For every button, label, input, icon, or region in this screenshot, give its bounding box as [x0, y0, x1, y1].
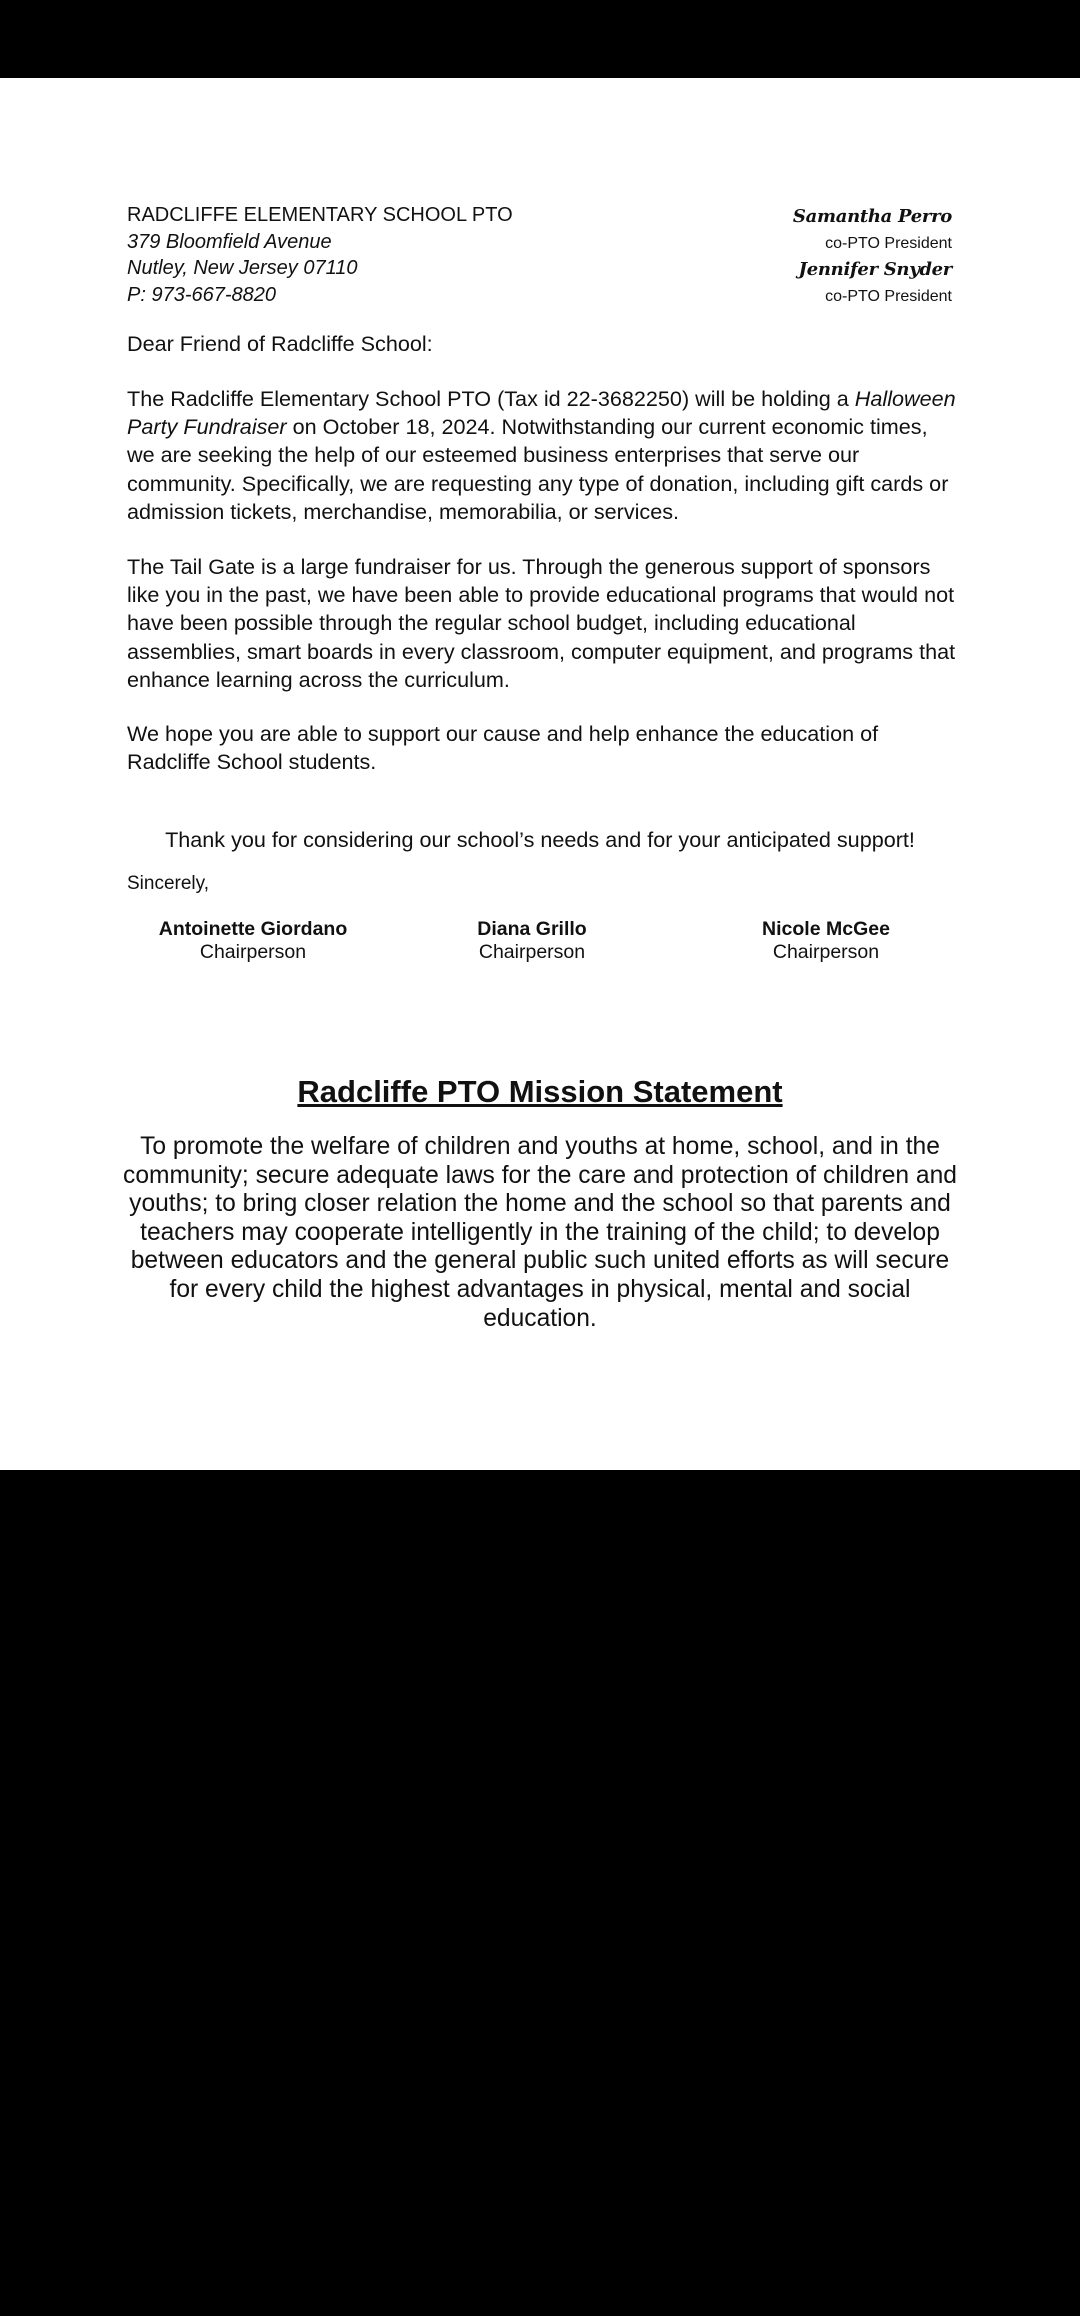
letter-greeting: Dear Friend of Radcliffe School:	[127, 331, 433, 356]
mission-title: Radcliffe PTO Mission Statement	[297, 1074, 783, 1109]
chairperson-name: Diana Grillo	[477, 918, 587, 940]
chairperson-block	[402, 918, 662, 963]
thank-you-line: Thank you for considering our school’s needs and for your anticipated support!	[165, 827, 915, 852]
chairperson-title: Chairperson	[772, 940, 880, 963]
letter-closing: Sincerely,	[127, 873, 210, 894]
paragraph-text: The Radcliffe Elementary School PTO (Tax id 22-3682250) will be holding a	[127, 386, 855, 411]
mission-statement: To promote the welfare of children and youths at home, school, and in the community; secure adequate laws for the care and protection of children and youths; to bring closer relation the home and the school so that parents and teachers may cooperate intelligently in the training of the child; to develop between educators and the general public such united efforts as will secure for every child the highest advantages in physical, mental and social education.	[123, 1133, 957, 1332]
address-line1: 379 Bloomfield Avenue	[127, 230, 332, 253]
president-title: co-PTO President	[825, 288, 952, 305]
letterhead-address	[127, 202, 513, 308]
president-name: Samantha Perro	[792, 206, 952, 227]
chairperson-title: Chairperson	[478, 940, 586, 963]
org-name: RADCLIFFE ELEMENTARY SCHOOL PTO	[127, 204, 513, 226]
chairperson-block	[696, 918, 956, 963]
letter-paragraph-1	[127, 385, 957, 526]
phone-number: P: 973-667-8820	[127, 283, 277, 306]
chairperson-title: Chairperson	[199, 940, 307, 963]
president-name: Jennifer Snyder	[798, 259, 952, 280]
chairperson-name: Antoinette Giordano	[158, 918, 348, 940]
paragraph-text: on October 18, 2024. Notwithstanding our current economic times, we are seeking the help of our esteemed business enterprises that serve our community. Specifically, we are requesting any type of donation, including gift cards or admission tickets, merchandise, memorabilia, or services.	[127, 414, 949, 524]
letterhead-presidents	[652, 204, 952, 310]
letter-paragraph-2: The Tail Gate is a large fundraiser for us. Through the generous support of sponsors like you in the past, we have been able to provide educational programs that would not have been possible through the regular school budget, including educational assemblies, smart boards in every classroom, computer equipment, and programs that enhance learning across the curriculum.	[127, 554, 956, 692]
chairperson-name: Nicole McGee	[762, 918, 890, 940]
letter-paragraph-3: We hope you are able to support our cause and help enhance the education of Radcliffe School students.	[127, 721, 879, 775]
letter-page	[0, 78, 1080, 1470]
address-line2: Nutley, New Jersey 07110	[127, 257, 358, 279]
event-name: Halloween Party Fundraiser	[127, 386, 956, 440]
president-title: co-PTO President	[825, 235, 952, 252]
chairperson-block	[123, 918, 383, 963]
